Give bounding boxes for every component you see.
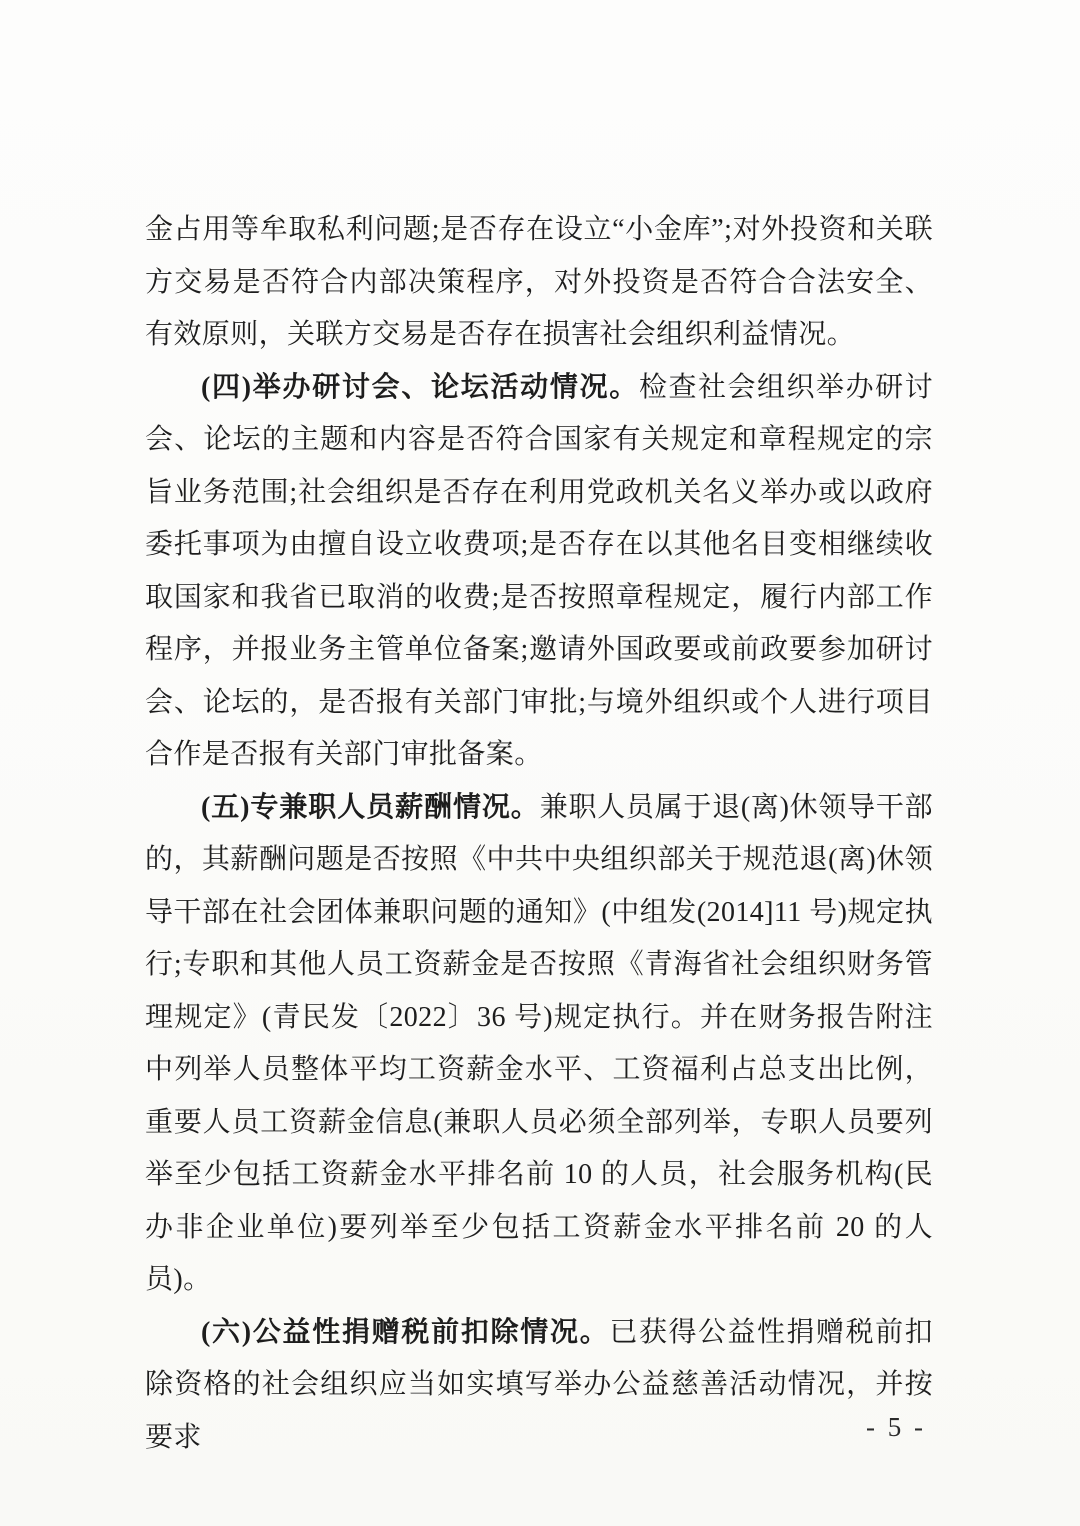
paragraph-text: 金占用等牟取私利问题;是否存在设立“小金库”;对外投资和关联方交易是否符合内部决策程序，对外投资是否符合合法安全、有效原则，关联方交易是否存在损害社会组织利益情况。 bbox=[145, 214, 933, 350]
page-number: - 5 - bbox=[866, 1412, 926, 1442]
paragraph bbox=[145, 1307, 933, 1465]
paragraph-text: 检查社会组织举办研讨会、论坛的主题和内容是否符合国家有关规定和章程规定的宗旨业务范围;社会组织是否存在利用党政机关名义举办或以政府委托事项为由擅自设立收费项;是否存在以其他名目变相继续收取国家和我省已取消的收费;是否按照章程规定，履行内部工作程序，并报业务主管单位备案;邀请外国政要或前政要参加研讨会、论坛的，是否报有关部门审批;与境外组织或个人进行项目合作是否报有关部门审批备案。 bbox=[145, 371, 933, 770]
paragraph-text: 已获得公益性捐赠税前扣除资格的社会组织应当如实填写举办公益慈善活动情况，并按要求 bbox=[145, 1316, 933, 1453]
section-heading: (五)专兼职人员薪酬情况。 bbox=[201, 791, 540, 823]
paragraph-text: 兼职人员属于退(离)休领导干部的，其薪酬问题是否按照《中共中央组织部关于规范退(离)休领导干部在社会团体兼职问题的通知》(中组发(2014]11 号)规定执行;专职和其他人员工资薪金是否按照《青海省社会组织财务管理规定》(青民发〔2022〕36 号)规定执行。并在财务报告附注中列举人员整体平均工资薪金水平、工资福利占总支出比例，重要人员工资薪金信息(兼职人员必须全部列举，专职人员要列举至少包括工资薪金水平排名前 10 的人员，社会服务机构(民办非企业单位)要列举至少包括工资薪金水平排名前 20 的人员)。 bbox=[145, 791, 933, 1295]
paragraph bbox=[145, 782, 933, 1307]
paragraph bbox=[145, 204, 933, 362]
document-text-block bbox=[145, 204, 933, 1464]
section-heading: (四)举办研讨会、论坛活动情况。 bbox=[201, 371, 639, 403]
paragraph bbox=[145, 362, 933, 782]
section-heading: (六)公益性捐赠税前扣除情况。 bbox=[201, 1316, 610, 1348]
